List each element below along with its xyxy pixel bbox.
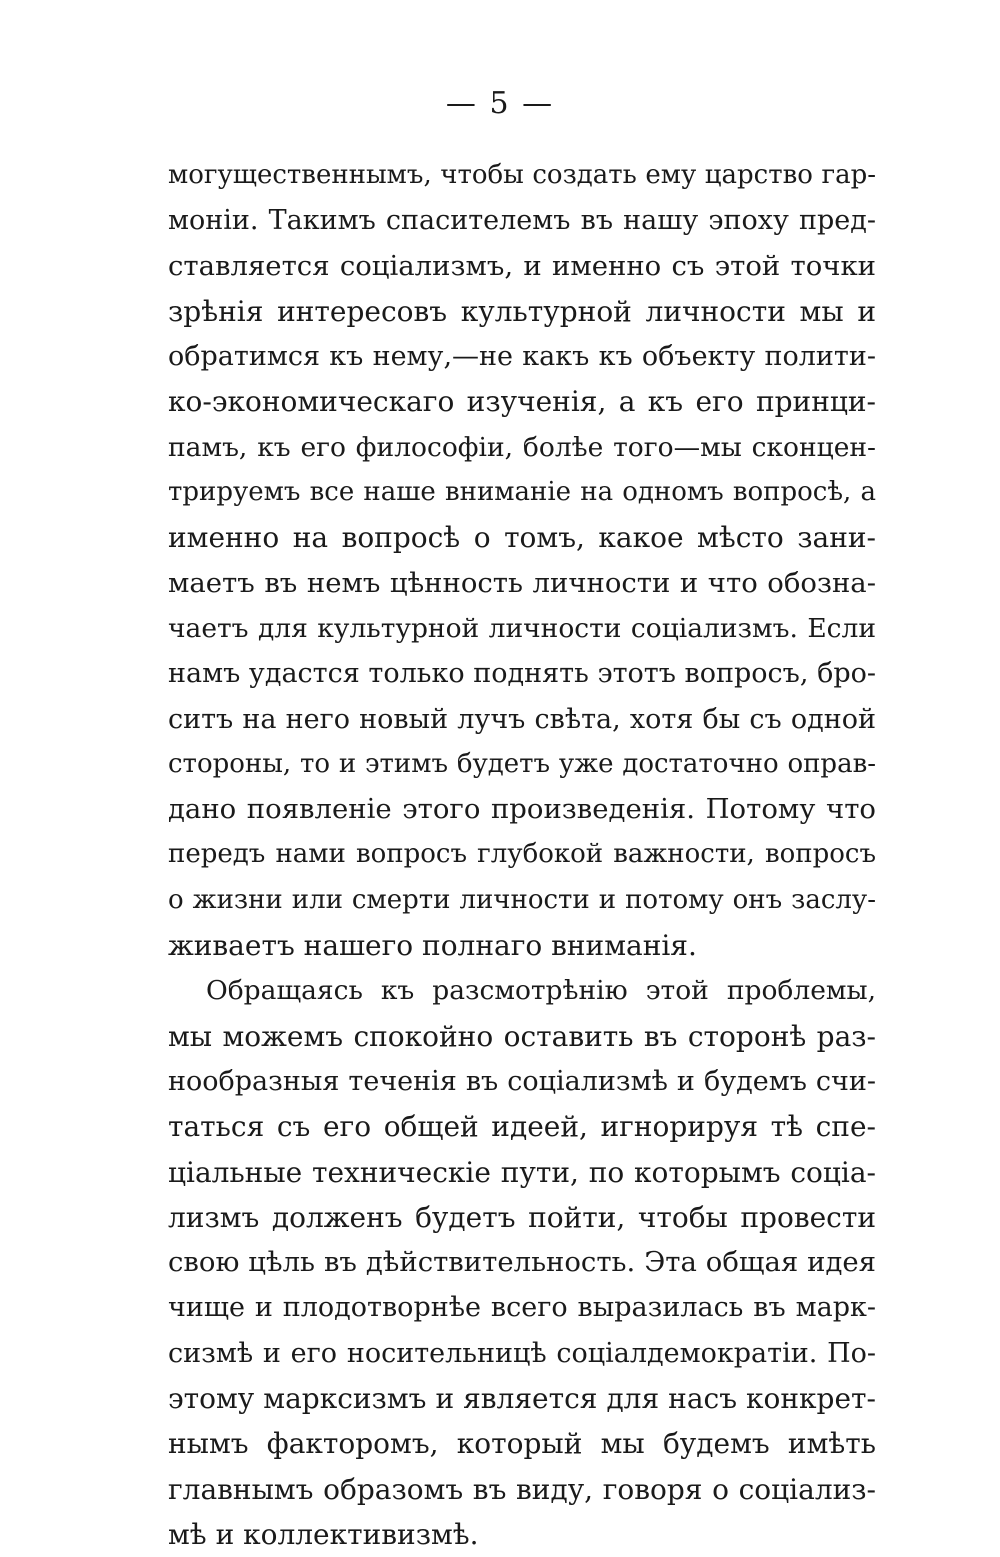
text-line: чаетъ для культурной личности соціализмъ. Если — [168, 612, 876, 644]
body-text — [168, 153, 876, 1557]
text-line: мѣ и коллективизмѣ. — [168, 1517, 479, 1551]
text-line: намъ удастся только поднять этотъ вопросъ, бро- — [168, 658, 876, 690]
text-line: свою цѣль въ дѣйствительность. Эта общая идея — [168, 1246, 876, 1279]
text-line: моніи. Такимъ спасителемъ въ нашу эпоху пред- — [168, 205, 876, 237]
text-line: ситъ на него новый лучъ свѣта, хотя бы съ одной — [168, 703, 876, 735]
text-line: ко-экономическаго изученія, а къ его принци- — [168, 385, 876, 419]
text-line: обратимся къ нему,—не какъ къ объекту полити- — [168, 341, 876, 373]
text-line: нообразныя теченія въ соціализмѣ и будемъ счи- — [168, 1065, 876, 1097]
text-line: главнымъ образомъ въ виду, говоря о соціализ- — [168, 1472, 876, 1506]
text-line: нымъ факторомъ, который мы будемъ имѣть — [168, 1427, 876, 1461]
text-line: маетъ въ немъ цѣнность личности и что обозна- — [168, 566, 876, 599]
text-line: мы можемъ спокойно оставить въ сторонѣ раз- — [168, 1019, 876, 1053]
text-line: лизмъ долженъ будетъ пойти, чтобы провести — [168, 1200, 876, 1234]
text-line: ставляется соціализмъ, и именно съ этой точки — [168, 249, 876, 282]
text-line: живаетъ нашего полнаго вниманія. — [168, 929, 697, 963]
text-line: Обращаясь къ разсмотрѣнію этой проблемы, — [206, 975, 876, 1007]
text-line: таться съ его общей идеей, игнорируя тѣ спе- — [168, 1110, 876, 1144]
page-number: — 5 — — [445, 86, 555, 121]
text-line: этому марксизмъ и является для насъ конкрет- — [168, 1382, 876, 1416]
text-line: о жизни или смерти личности и потому онъ заслу- — [168, 884, 876, 915]
text-line: чище и плодотворнѣе всего выразилась въ марк- — [168, 1292, 876, 1324]
text-line: могущественнымъ, чтобы создать ему царство гар- — [168, 160, 876, 190]
text-line: ціальные техническіе пути, по которымъ соціа- — [168, 1155, 876, 1189]
text-line: передъ нами вопросъ глубокой важности, вопросъ — [168, 839, 876, 870]
text-line: сизмѣ и его носительницѣ соціалдемократіи. По- — [168, 1337, 876, 1369]
text-line: памъ, къ его философіи, болѣе того—мы сконцен- — [168, 431, 876, 463]
text-line: зрѣнія интересовъ культурной личности мы и — [168, 294, 876, 328]
text-line: дано появленіе этого произведенія. Потому что — [168, 793, 876, 826]
text-line: трируемъ все наше вниманіе на одномъ вопросѣ, а — [168, 477, 876, 508]
text-line: именно на вопросѣ о томъ, какое мѣсто зани- — [168, 521, 876, 555]
text-line: стороны, то и этимъ будетъ уже достаточно оправ- — [168, 748, 876, 779]
